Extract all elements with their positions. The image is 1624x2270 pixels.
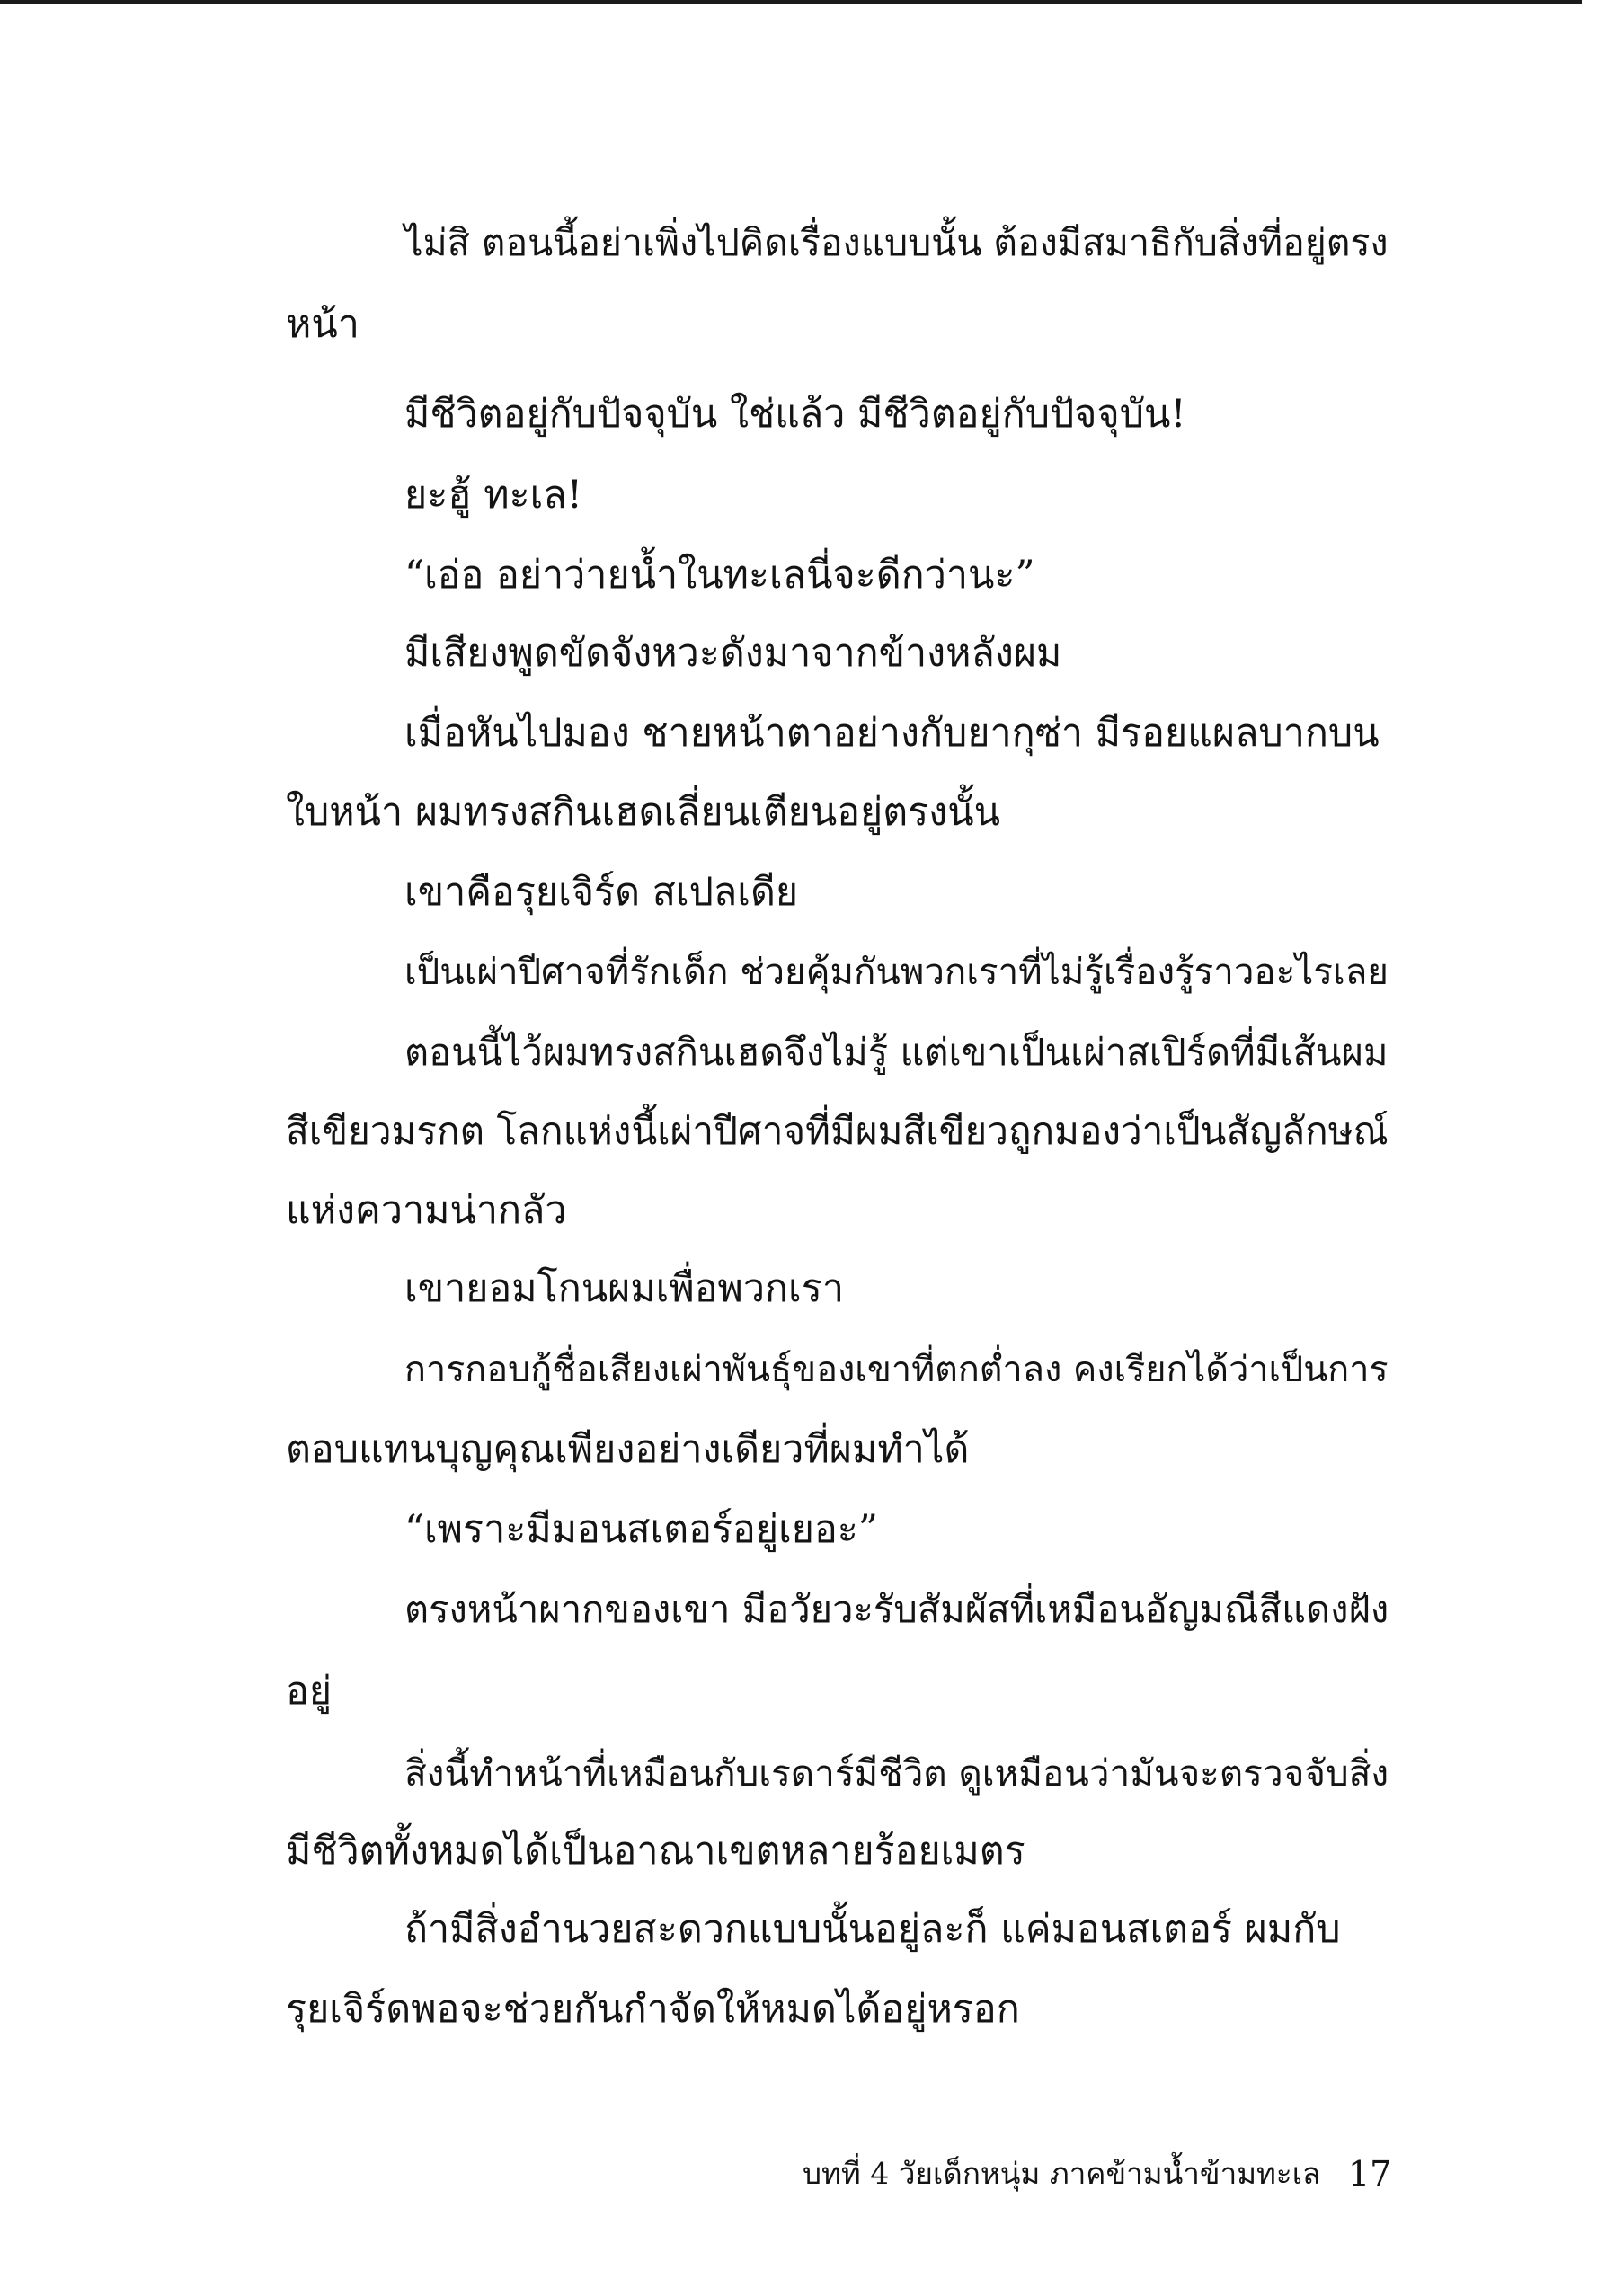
text-line: เขายอมโกนผมเพื่อพวกเรา <box>404 1266 844 1311</box>
text-line: ถ้ามีสิ่งอำนวยสะดวกแบบนั้นอยู่ละก็ แค่มอนสเตอร์ ผมกับ <box>404 1907 1341 1952</box>
text-line: อยู่ <box>286 1669 333 1714</box>
text-line: สีเขียวมรกต โลกแห่งนี้เผ่าปีศาจที่มีผมสีเขียวถูกมองว่าเป็นสัญลักษณ์ <box>286 1109 1389 1153</box>
text-line: สิ่งนี้ทำหน้าที่เหมือนกับเรดาร์มีชีวิต ดูเหมือนว่ามันจะตรวจจับสิ่ง <box>404 1751 1389 1795</box>
text-line: หน้า <box>286 302 359 347</box>
text-line: มีชีวิตทั้งหมดได้เป็นอาณาเขตหลายร้อยเมตร <box>286 1829 1025 1874</box>
text-line: ตรงหน้าผากของเขา มีอวัยวะรับสัมผัสที่เหมือนอัญมณีสีแดงฝัง <box>404 1587 1389 1631</box>
page-number: 17 <box>1348 2154 1392 2194</box>
text-line: มีเสียงพูดขัดจังหวะดังมาจากข้างหลังผม <box>404 631 1062 676</box>
text-line: เป็นเผ่าปีศาจที่รักเด็ก ช่วยคุ้มกันพวกเราที่ไม่รู้เรื่องรู้ราวอะไรเลย <box>404 952 1389 993</box>
text-line: การกอบกู้ชื่อเสียงเผ่าพันธุ์ของเขาที่ตกต่ำลง คงเรียกได้ว่าเป็นการ <box>404 1349 1389 1390</box>
text-line: แห่งความน่ากลัว <box>286 1188 567 1233</box>
text-line: มีชีวิตอยู่กับปัจจุบัน ใช่แล้ว มีชีวิตอยู่กับปัจจุบัน! <box>404 392 1186 437</box>
text-line: “เพราะมีมอนสเตอร์อยู่เยอะ” <box>404 1507 878 1552</box>
text-line: ตอนนี้ไว้ผมทรงสกินเฮดจึงไม่รู้ แต่เขาเป็นเผ่าสเปิร์ดที่มีเส้นผม <box>404 1030 1389 1074</box>
text-line: เขาคือรุยเจิร์ด สเปลเดีย <box>404 870 799 915</box>
text-line: ตอบแทนบุญคุณเพียงอย่างเดียวที่ผมทำได้ <box>286 1427 970 1472</box>
text-line: ใบหน้า ผมทรงสกินเฮดเลี่ยนเตียนอยู่ตรงนั้น <box>286 790 1001 835</box>
text-line: ไม่สิ ตอนนี้อย่าเพิ่งไปคิดเรื่องแบบนั้น ต้องมีสมาธิกับสิ่งที่อยู่ตรง <box>404 221 1389 264</box>
running-footer-chapter: บทที่ 4 วัยเด็กหนุ่ม ภาคข้ามน้ำข้ามทะเล <box>803 2156 1321 2191</box>
text-line: เมื่อหันไปมอง ชายหน้าตาอย่างกับยากุซ่า มีรอยแผลบากบน <box>404 711 1380 756</box>
text-line: รุยเจิร์ดพอจะช่วยกันกำจัดให้หมดได้อยู่หรอก <box>286 1987 1020 2032</box>
text-line: ยะฮู้ ทะเล! <box>404 473 582 518</box>
text-line: “เอ่อ อย่าว่ายน้ำในทะเลนี่จะดีกว่านะ” <box>404 553 1035 598</box>
